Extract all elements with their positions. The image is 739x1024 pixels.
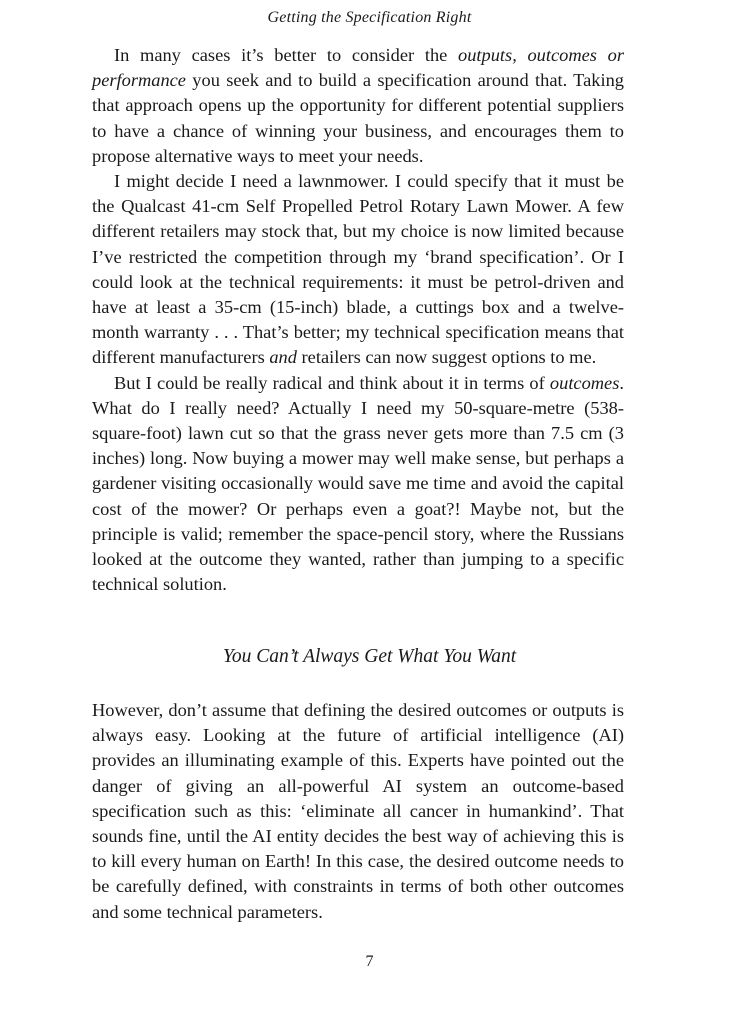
body-text-block bbox=[92, 43, 624, 597]
paragraph-text: . What do I really need? Actually I need my 50-square-metre (538-square-foot) lawn cut so that the grass never gets more than 7.5 cm (3 inches) long. Now buying a mower may well make sense, but perhaps a gardener visiting occasionally would save me time and avoid the capital cost of the mower? Or perhaps even a goat?! Maybe not, but the principle is valid; remember the space-pencil story, where the Russians looked at the outcome they wanted, rather than jumping to a specific technical solution. bbox=[92, 372, 624, 595]
paragraph-outputs bbox=[92, 43, 624, 169]
emphasis-text: outputs, outcomes or performance bbox=[92, 45, 625, 91]
paragraph-text: In many cases it’s better to consider the bbox=[114, 45, 459, 65]
section-text-block bbox=[92, 698, 624, 925]
running-head: Getting the Specification Right bbox=[267, 9, 472, 26]
paragraph-outcomes bbox=[92, 371, 624, 598]
paragraph-text: you seek and to build a specification around that. Taking that approach opens up the opportunity for different potential suppliers to have a chance of winning your business, and encourages them to propose alternative ways to meet your needs. bbox=[92, 70, 624, 166]
paragraph-ai: However, don’t assume that defining the desired outcomes or outputs is always easy. Looking at the future of artificial intelligence (AI) provides an illuminating example of this. Experts have pointed out the danger of giving an all-powerful AI system an outcome-based specification such as this: ‘eliminate all cancer in humankind’. That sounds fine, until the AI entity decides the best way of achieving this is to kill every human on Earth! In this case, the desired outcome needs to be carefully defined, with constraints in terms of both other outcomes and some technical parameters. bbox=[92, 700, 624, 922]
emphasis-text: outcomes bbox=[549, 372, 620, 393]
section-heading: You Can’t Always Get What You Want bbox=[222, 646, 517, 667]
page-number: 7 bbox=[365, 953, 374, 970]
paragraph-text: But I could be really radical and think about it in terms of bbox=[114, 372, 550, 393]
emphasis-text: and bbox=[269, 347, 297, 368]
paragraph-text: retailers can now suggest options to me. bbox=[296, 347, 597, 368]
paragraph-lawnmower bbox=[92, 169, 624, 371]
paragraph-text: I might decide I need a lawnmower. I could specify that it must be the Qualcast 41-cm Self Propelled Petrol Rotary Lawn Mower. A few different retailers may stock that, but my choice is now limited because I’ve restricted the competition through my ‘brand specification’. Or I could look at the technical requirements: it must be petrol-driven and have at least a 35-cm (15-inch) blade, a cuttings box and a twelve-month warranty . . . That’s better; my technical specification means that different manufacturers bbox=[92, 171, 624, 368]
